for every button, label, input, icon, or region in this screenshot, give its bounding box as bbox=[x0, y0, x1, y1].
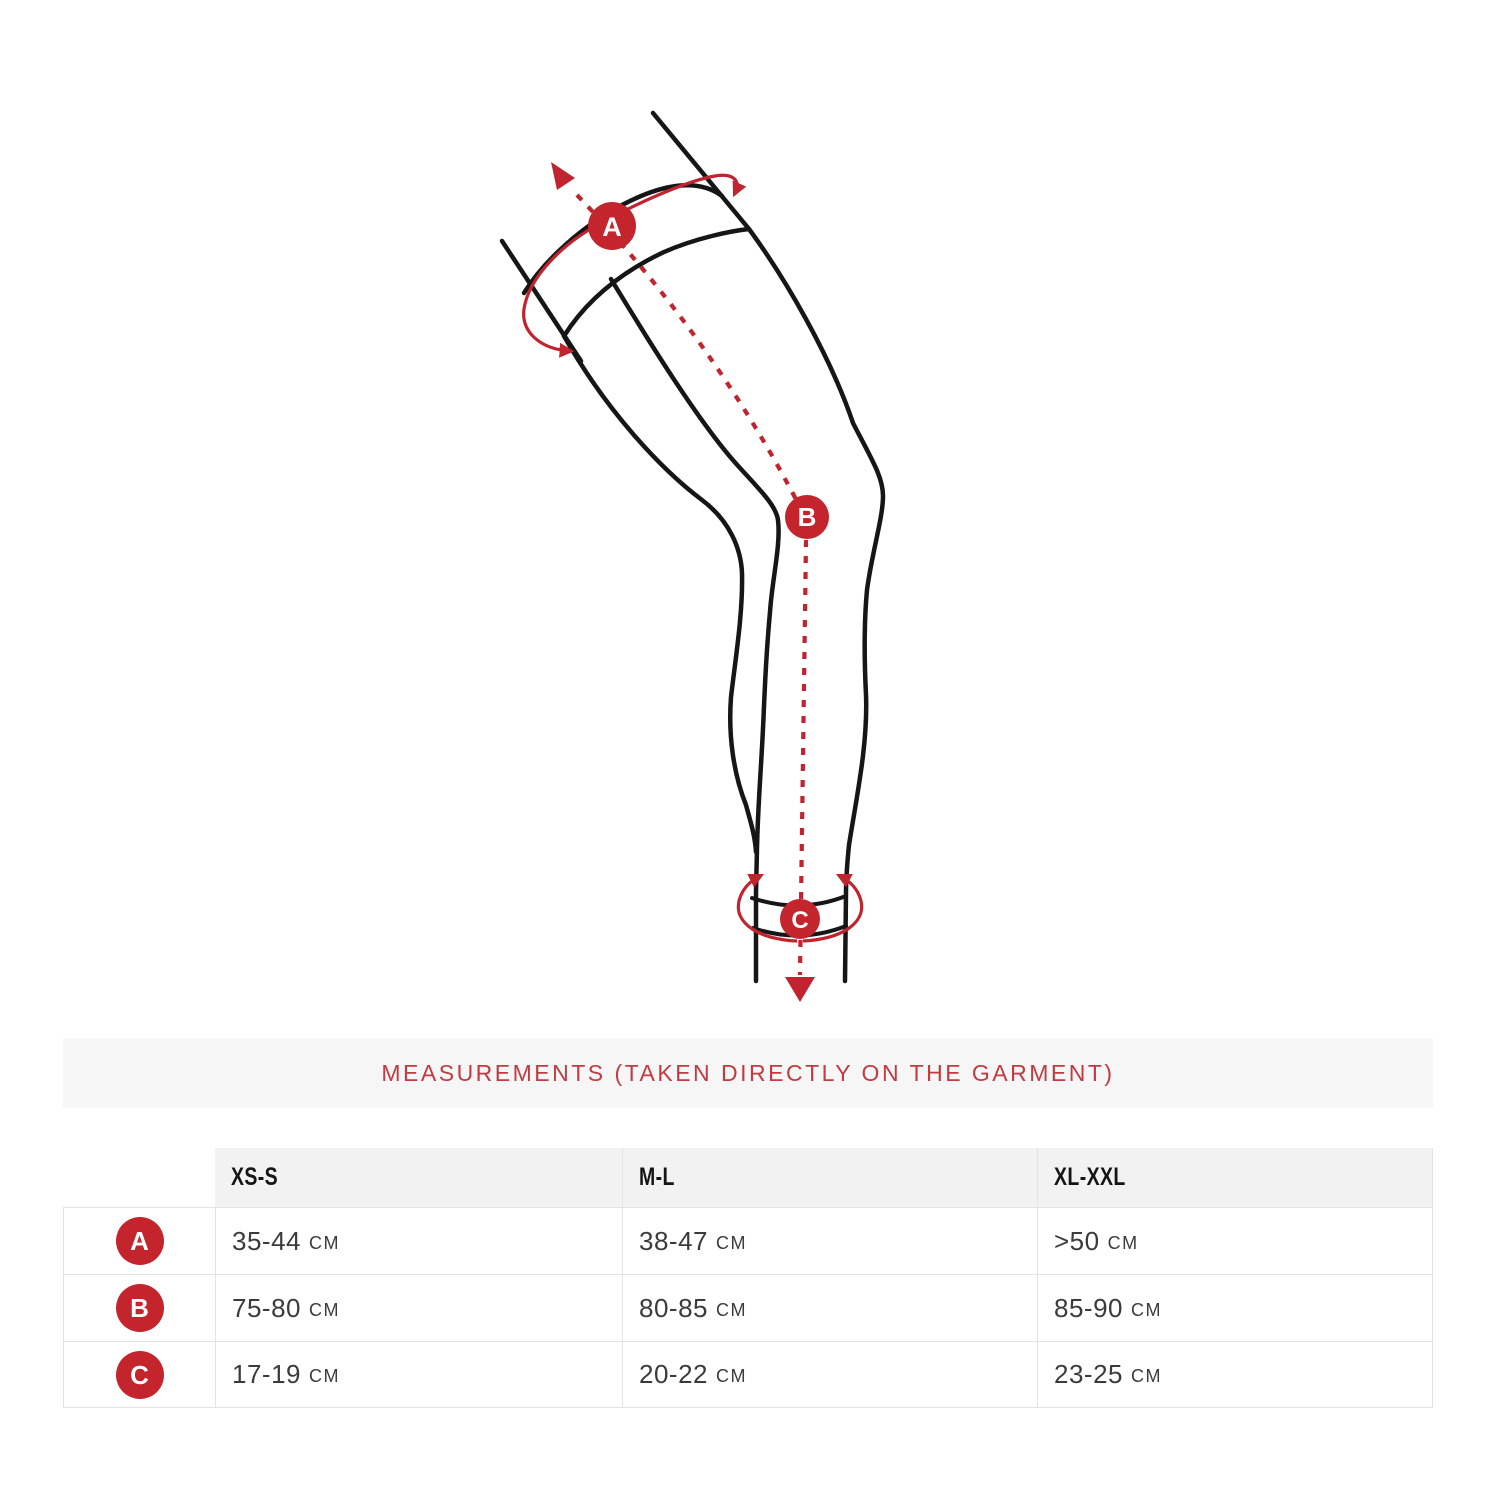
row-a-value-xl-xxl bbox=[1037, 1207, 1433, 1274]
row-a-badge-cell bbox=[63, 1207, 215, 1274]
row-a-badge: A bbox=[116, 1217, 164, 1265]
measurements-table bbox=[63, 1148, 1433, 1408]
row-c-value-m-l bbox=[622, 1341, 1037, 1408]
measurement-unit: CM bbox=[309, 1366, 340, 1386]
measurements-title: MEASUREMENTS (TAKEN DIRECTLY ON THE GARMENT) bbox=[381, 1059, 1115, 1086]
table-corner-cell bbox=[63, 1148, 215, 1207]
length-arrowhead-bottom bbox=[785, 977, 815, 1002]
row-b-value-xs-s bbox=[215, 1274, 622, 1341]
row-b-badge: B bbox=[116, 1284, 164, 1332]
measurement-value: >50 bbox=[1054, 1225, 1100, 1256]
row-b-value-m-l bbox=[622, 1274, 1037, 1341]
measurement-value: 20-22 bbox=[639, 1359, 708, 1389]
measurement-value: 38-47 bbox=[639, 1225, 708, 1256]
measurement-value: 75-80 bbox=[232, 1292, 301, 1323]
measurements-title-band bbox=[63, 1038, 1433, 1108]
marker-b-badge bbox=[785, 495, 829, 539]
marker-c-label: C bbox=[791, 907, 809, 934]
length-arrowhead-top bbox=[551, 162, 575, 190]
measurement-value: 17-19 bbox=[232, 1359, 301, 1389]
marker-b-label: B bbox=[797, 502, 817, 532]
leg-left-outer-edge bbox=[564, 336, 756, 852]
leg-left-inner-edge bbox=[611, 279, 779, 981]
measurement-unit: CM bbox=[309, 1299, 340, 1320]
row-a-value-m-l bbox=[622, 1207, 1037, 1274]
garment-outline bbox=[502, 113, 883, 981]
column-header-xs-s bbox=[215, 1148, 622, 1207]
measurement-annotations bbox=[524, 175, 862, 975]
measurement-unit: CM bbox=[1131, 1366, 1162, 1386]
column-header-label: XS-S bbox=[231, 1163, 279, 1191]
thigh-cuff-inner-arc bbox=[564, 229, 749, 336]
row-a-value-xs-s bbox=[215, 1207, 622, 1274]
column-header-xl-xxl bbox=[1037, 1148, 1433, 1207]
row-b-value-xl-xxl bbox=[1037, 1274, 1433, 1341]
column-header-m-l bbox=[622, 1148, 1037, 1207]
measurement-unit: CM bbox=[1107, 1232, 1139, 1253]
marker-a-badge bbox=[588, 202, 636, 250]
row-c-value-xs-s bbox=[215, 1341, 622, 1408]
measurement-value: 80-85 bbox=[639, 1292, 708, 1323]
measurement-unit: CM bbox=[309, 1232, 340, 1253]
measurement-value: 85-90 bbox=[1054, 1292, 1123, 1323]
row-c-badge-cell bbox=[63, 1341, 215, 1408]
measurement-unit: CM bbox=[716, 1299, 747, 1320]
column-header-label: XL-XXL bbox=[1054, 1163, 1126, 1191]
row-c-value-xl-xxl bbox=[1037, 1341, 1433, 1408]
column-header-label: M-L bbox=[639, 1163, 675, 1191]
marker-a-label: A bbox=[602, 212, 622, 242]
row-c-badge: C bbox=[116, 1351, 164, 1399]
marker-c-badge bbox=[780, 899, 820, 939]
measurement-unit: CM bbox=[1131, 1299, 1162, 1320]
row-b-badge-cell bbox=[63, 1274, 215, 1341]
measurement-value: 23-25 bbox=[1054, 1359, 1123, 1389]
measurement-unit: CM bbox=[716, 1366, 747, 1386]
measurement-value: 35-44 bbox=[232, 1225, 301, 1256]
measurement-unit: CM bbox=[716, 1232, 747, 1253]
